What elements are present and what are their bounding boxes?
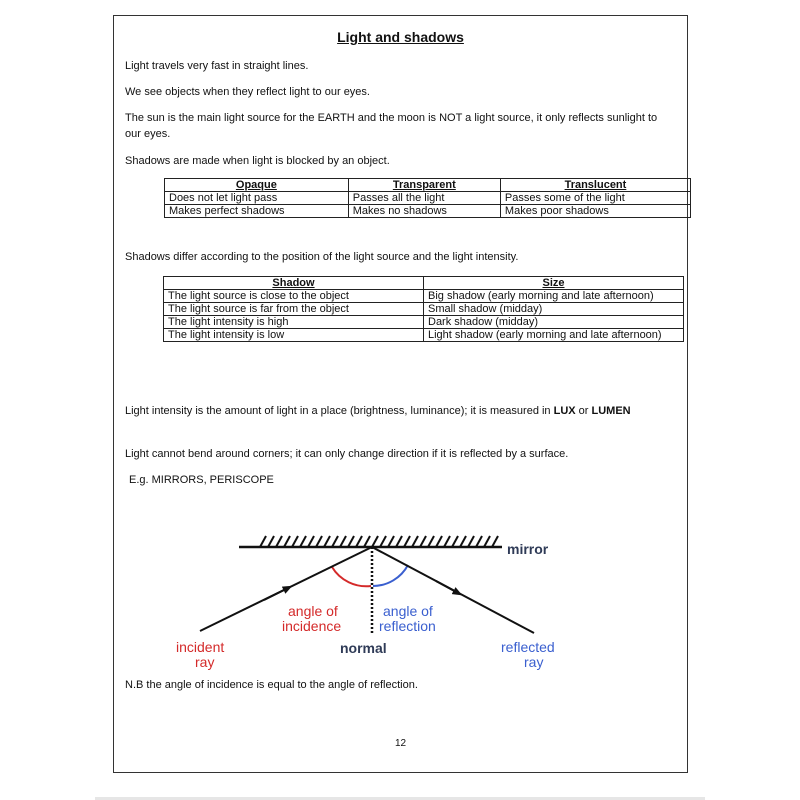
table-cell: Makes perfect shadows	[165, 205, 349, 218]
paragraph-shadows-differ: Shadows differ according to the position of the light source and the light intensity.	[125, 251, 519, 263]
shadow-size-table	[163, 276, 684, 342]
page-number: 12	[394, 738, 407, 749]
table-cell: The light source is close to the object	[164, 290, 424, 303]
paragraph-light-intensity	[125, 403, 675, 419]
angle-incidence-arc	[332, 567, 371, 586]
table-cell: Passes some of the light	[500, 192, 690, 205]
table-header: Translucent	[500, 179, 690, 192]
table-cell: Small shadow (midday)	[424, 303, 684, 316]
table-row	[165, 192, 691, 205]
table-row	[164, 329, 684, 342]
page-title: Light and shadows	[337, 29, 464, 45]
table-header: Shadow	[164, 277, 424, 290]
table-cell: Dark shadow (midday)	[424, 316, 684, 329]
paragraph-light-bend: Light cannot bend around corners; it can only change direction if it is reflected by a surface.	[125, 448, 569, 460]
table-cell: Passes all the light	[348, 192, 500, 205]
table-row	[164, 290, 684, 303]
paragraph-sun: The sun is the main light source for the EARTH and the moon is NOT a light source, it only reflects sunlight to our eyes.	[125, 112, 658, 140]
table-row	[164, 303, 684, 316]
angle-reflection-label-2: reflection	[379, 618, 436, 634]
table-header-row	[164, 277, 684, 290]
table-cell: Big shadow (early morning and late afternoon)	[424, 290, 684, 303]
unit-lux: LUX	[553, 405, 576, 417]
unit-lumen: LUMEN	[591, 405, 631, 417]
document-page	[113, 15, 688, 773]
table-header: Transparent	[348, 179, 500, 192]
table-cell: Makes poor shadows	[500, 205, 690, 218]
table-header: Size	[424, 277, 684, 290]
mirror-hatching	[260, 536, 498, 547]
table-header-row	[165, 179, 691, 192]
table-cell: Does not let light pass	[165, 192, 349, 205]
paragraph-shadows-made: Shadows are made when light is blocked by an object.	[125, 155, 390, 167]
table-row	[165, 205, 691, 218]
angle-reflection-label-1: angle of	[383, 603, 433, 619]
normal-label: normal	[340, 640, 387, 656]
incident-label-1: incident	[176, 639, 225, 655]
reflected-arrow	[436, 581, 458, 593]
table-cell: Makes no shadows	[348, 205, 500, 218]
reflected-label-1: reflected	[501, 639, 555, 655]
paragraph-light-intensity-text: Light intensity is the amount of light in a place (brightness, luminance); it is measured in	[125, 405, 554, 417]
angle-reflection-arc	[373, 565, 408, 586]
table-cell: The light source is far from the object	[164, 303, 424, 316]
conjunction-or: or	[575, 405, 592, 417]
incident-arrow	[264, 588, 288, 600]
paragraph-light-travels: Light travels very fast in straight lines.	[125, 60, 309, 72]
table-header: Opaque	[165, 179, 349, 192]
paragraph-example: E.g. MIRRORS, PERISCOPE	[129, 474, 274, 486]
angle-incidence-label-2: incidence	[282, 618, 342, 634]
mirror-label: mirror	[507, 541, 549, 557]
table-row	[164, 316, 684, 329]
materials-table	[164, 178, 691, 218]
table-cell: The light intensity is high	[164, 316, 424, 329]
paragraph-nb: N.B the angle of incidence is equal to the angle of reflection.	[125, 679, 418, 691]
angle-incidence-label-1: angle of	[288, 603, 338, 619]
paragraph-we-see: We see objects when they reflect light to our eyes.	[125, 86, 370, 98]
reflection-diagram	[164, 521, 584, 671]
table-cell: The light intensity is low	[164, 329, 424, 342]
incident-label-2: ray	[195, 654, 215, 670]
reflected-label-2: ray	[524, 654, 544, 670]
table-cell: Light shadow (early morning and late afternoon)	[424, 329, 684, 342]
